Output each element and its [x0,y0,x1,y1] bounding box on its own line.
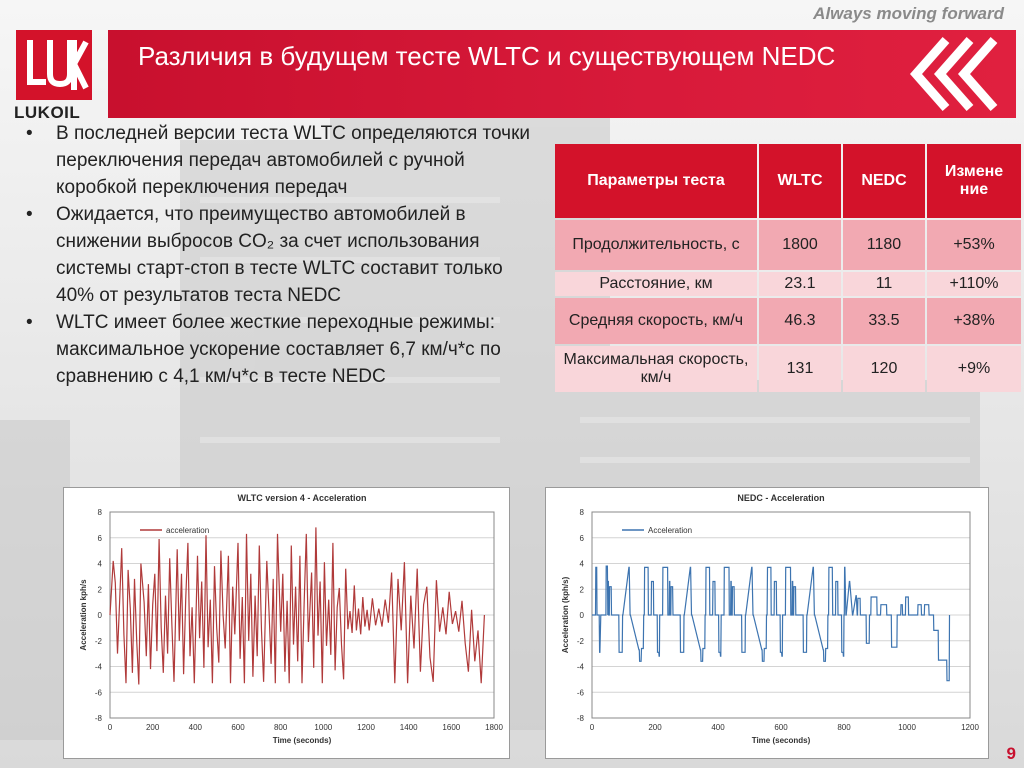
x-tick-label: 800 [273,723,288,732]
y-tick-label: 6 [97,533,102,543]
y-tick-label: -4 [94,662,102,672]
title-banner [108,30,1016,118]
table-header-cell: WLTC [759,144,841,218]
x-tick-label: 400 [188,723,203,732]
x-tick-label: 1600 [442,723,461,732]
y-tick-label: 8 [579,508,584,517]
y-tick-label: -4 [576,662,584,672]
table-row [555,346,1021,392]
table-cell: 1180 [843,220,925,270]
wltc-chart [63,487,510,759]
table-cell: 33.5 [843,298,925,344]
y-tick-label: 4 [97,559,102,569]
x-tick-label: 600 [231,723,245,732]
table-cell: Продолжительность, с [555,220,757,270]
lukoil-logo [16,30,92,100]
table-cell: Максимальная скорость, км/ч [555,346,757,392]
table-cell: 11 [843,272,925,296]
y-tick-label: 0 [579,611,584,620]
table-cell: Расстояние, км [555,272,757,296]
table-header-cell: NEDC [843,144,925,218]
nedc-chart [545,487,989,759]
table-row [555,298,1021,344]
nedc-chart-svg [546,488,988,758]
bullet-text: WLTC имеет более жесткие переходные режимы: максимальное ускорение составляет 6,7 км/ч*с по сравнению с 4,1 км/ч*с в тесте NEDC [56,312,501,387]
legend-label: acceleration [166,526,210,535]
table-cell: 131 [759,346,841,392]
table-cell: +9% [927,346,1021,392]
comparison-table [553,142,1023,394]
legend-label: Acceleration [648,526,693,535]
bullet-item: • WLTC имеет более жесткие переходные режимы: максимальное ускорение составляет 6,7 км/ч*с по сравнению с 4,1 км/ч*с в тесте NEDC [26,312,501,387]
x-tick-label: 0 [107,723,113,732]
x-tick-label: 1200 [961,723,979,732]
y-tick-label: -6 [576,688,584,698]
y-tick-label: 2 [97,585,102,595]
table-header-cell: Измене ние [927,144,1021,218]
x-axis-label: Time (seconds) [751,736,811,745]
tagline: Always moving forward [813,4,1004,23]
x-tick-label: 1000 [898,723,916,732]
y-axis-label: Acceleration kph/s [79,579,88,651]
page-title: Различия в будущем тесте WLTC и существующем NEDC [138,41,836,71]
y-axis-label: Acceleration (kph/s) [561,576,570,654]
x-axis-label: Time (seconds) [272,736,332,745]
x-tick-label: 0 [589,723,595,732]
bullet-text: Ожидается, что преимущество автомобилей в снижении выбросов CO₂ за счет использования системы старт-стоп в тесте WLTC составит только 40% от результатов теста NEDC [56,204,503,306]
series-line [592,566,950,681]
y-tick-label: -8 [94,714,102,723]
x-tick-label: 1000 [314,723,333,732]
chart-title: NEDC - Acceleration [737,493,825,503]
x-tick-label: 200 [145,723,160,732]
x-tick-label: 1400 [399,723,418,732]
y-tick-label: 6 [579,533,584,543]
y-tick-label: 0 [97,611,102,620]
table-row [555,220,1021,270]
bullet-text: В последней версии теста WLTC определяются точки переключения передач автомобилей с ручной коробкой переключения передач [56,123,531,198]
y-tick-label: -6 [94,688,102,698]
table-header-cell: Параметры теста [555,144,757,218]
table-cell: 120 [843,346,925,392]
table-cell: Средняя скорость, км/ч [555,298,757,344]
table-cell: 23.1 [759,272,841,296]
table-row [555,272,1021,296]
table-cell: 1800 [759,220,841,270]
x-tick-label: 800 [837,723,851,732]
bullet-list [20,120,540,390]
y-tick-label: 4 [579,559,584,569]
wltc-chart-svg [64,488,509,758]
logo-wordmark: LUKOIL [14,103,81,122]
chart-title: WLTC version 4 - Acceleration [237,493,367,503]
table-cell: 46.3 [759,298,841,344]
y-tick-label: -2 [94,636,102,646]
y-tick-label: 8 [97,508,102,517]
bullet-item: • Ожидается, что преимущество автомобилей в снижении выбросов CO₂ за счет использования системы старт-стоп в тесте WLTC составит только 40% от результатов теста NEDC [26,204,503,306]
x-tick-label: 1800 [485,723,503,732]
table-cell: +38% [927,298,1021,344]
x-tick-label: 200 [648,723,662,732]
x-tick-label: 600 [774,723,788,732]
x-tick-label: 400 [711,723,725,732]
y-tick-label: -2 [576,636,584,646]
bullet-item: • В последней версии теста WLTC определяются точки переключения передач автомобилей с ручной коробкой переключения передач [26,123,531,198]
y-tick-label: -8 [576,714,584,723]
chevrons-logo-icon [906,36,1002,112]
series-line [110,527,484,684]
page-number: 9 [1006,744,1016,763]
y-tick-label: 2 [579,585,584,595]
x-tick-label: 1200 [357,723,375,732]
table-cell: +53% [927,220,1021,270]
table-cell: +110% [927,272,1021,296]
